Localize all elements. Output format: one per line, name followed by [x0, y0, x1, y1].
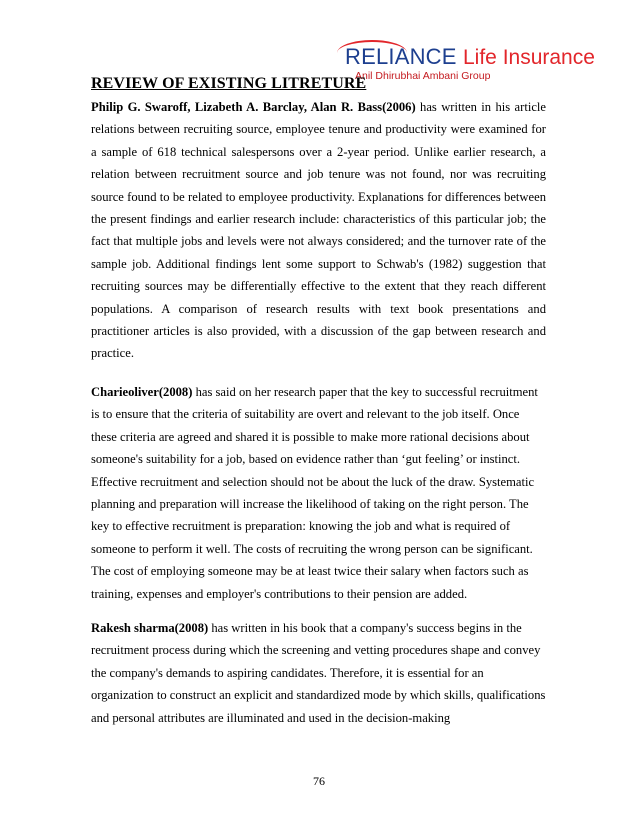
paragraph-charieoliver: [91, 381, 546, 605]
paragraph-authors: Charieoliver(2008): [91, 385, 193, 399]
paragraph-swaroff: [91, 96, 546, 365]
paragraph-text: has said on her research paper that the key to successful recruitment is to ensure that the criteria of suitability are overt and relevant to the job itself. Once these criteria are agreed and shared it is possible to make more rational decisions about someone's suitability for a job, based on evidence rather than ‘gut feeling’ or instinct. Effective recruitment and selection should not be about the luck of the draw. Systematic planning and preparation will increase the likelihood of taking on the right person. The key to effective recruitment is preparation: knowing the job and what is required of someone to perform it well. The costs of recruiting the wrong person can be significant. The cost of employing someone may be at least twice their salary when factors such as training, expenses and employer's contributions to their pension are added.: [91, 385, 538, 601]
paragraph-authors: Philip G. Swaroff, Lizabeth A. Barclay, Alan R. Bass(2006): [91, 100, 416, 114]
paragraph-rakesh-sharma: [91, 617, 546, 729]
reliance-life-insurance-logo: [345, 46, 615, 86]
page-number: 76: [313, 774, 325, 788]
logo-group: Anil Dhirubhai Ambani Group: [355, 70, 491, 82]
paragraph-text: has written in his book that a company's success begins in the recruitment process during which the screening and vetting procedures shape and convey the company's demands to aspiring candidates. Therefore, it is essential for an organization to construct an explicit and standardized mode by which skills, qualifications and personal attributes are illuminated and used in the decision-making: [91, 621, 546, 725]
logo-product: Life Insurance: [463, 46, 595, 69]
logo-brand: RELIANCE: [345, 44, 457, 69]
paragraph-authors: Rakesh sharma(2008): [91, 621, 209, 635]
page-title: REVIEW OF EXISTING LITRETURE: [91, 75, 367, 92]
paragraph-text: has written in his article relations between recruiting source, employee tenure and productivity were examined for a sample of 618 technical salespersons over a 2-year period. Unlike earlier research, a relation between recruitment source and job tenure was not found, nor was recruiting source found to be related to employee productivity. Explanations for differences between the present findings and earlier research include: characteristics of this particular job; the fact that multiple jobs and levels were not always considered; and the turnover rate of the sample job. Additional findings lent some support to Schwab's (1982) suggestion that recruiting sources may be differentially effective to the extent that they reach different populations. A comparison of research results with text book presentations and practitioner articles is also provided, with a discussion of the gap between research and practice.: [91, 100, 546, 361]
